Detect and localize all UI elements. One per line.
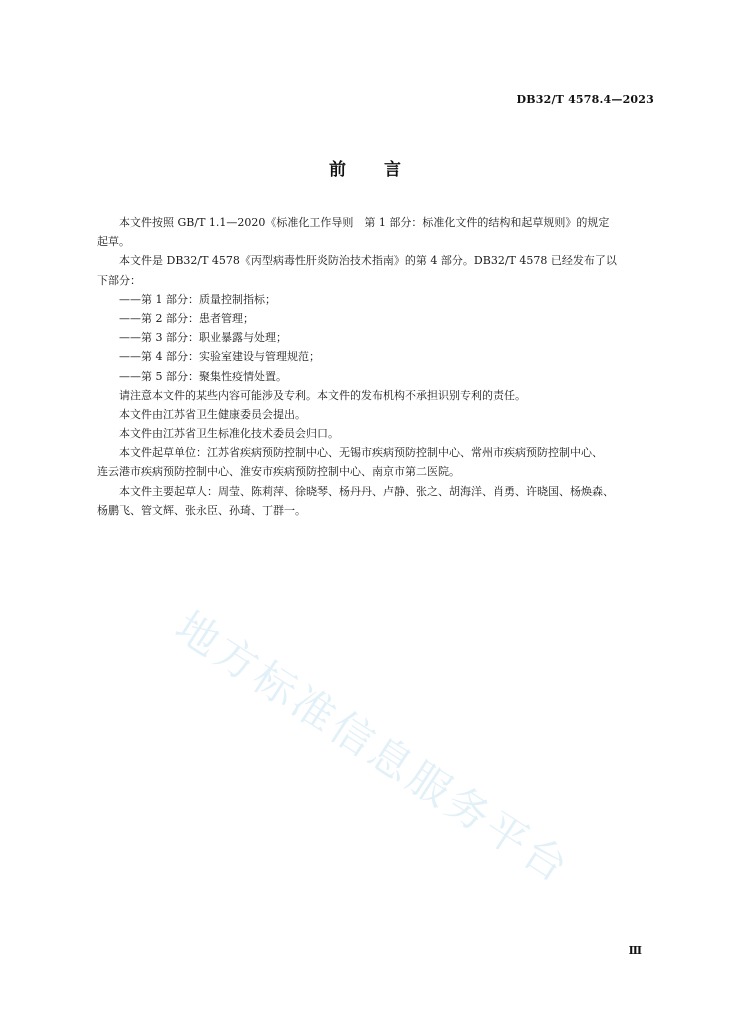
drafting-units-line-1: 本文件起草单位：江苏省疾病预防控制中心、无锡市疾病预防控制中心、常州市疾病预防控制中心、: [119, 446, 603, 460]
drafters-line-2: 杨鹏飞、管文辉、张永臣、孙琦、丁群一。: [97, 503, 306, 517]
drafting-units-line-2: 连云港市疾病预防控制中心、淮安市疾病预防控制中心、南京市第二医院。: [97, 465, 460, 479]
paragraph-2-line-1: 本文件是 DB32/T 4578《丙型病毒性肝炎防治技术指南》的第 4 部分。DB32/T 4578 已经发布了以: [119, 254, 617, 268]
list-item: ——第 4 部分：实验室建设与管理规范；: [119, 350, 320, 364]
paragraph-2-line-2: 下部分：: [97, 273, 141, 287]
list-item: ——第 2 部分：患者管理；: [119, 311, 254, 325]
watermark: 地方标准信息服务平台: [166, 601, 580, 894]
page-number: Ⅲ: [628, 944, 642, 957]
list-item: ——第 3 部分：职业暴露与处理；: [119, 331, 287, 345]
document-code: DB32/T 4578.4—2023: [516, 93, 654, 106]
list-item: ——第 5 部分：聚集性疫情处置。: [119, 369, 287, 383]
patent-notice: 请注意本文件的某些内容可能涉及专利。本文件的发布机构不承担识别专利的责任。: [119, 388, 526, 402]
body-text: [97, 213, 657, 520]
paragraph-1-line-1: 本文件按照 GB/T 1.1—2020《标准化工作导则 第 1 部分：标准化文件的结构和起草规则》的规定: [119, 216, 610, 229]
proposer-statement: 本文件由江苏省卫生健康委员会提出。: [119, 407, 306, 421]
list-item: ——第 1 部分：质量控制指标；: [119, 292, 276, 306]
paragraph-1-line-2: 起草。: [97, 235, 130, 249]
drafters-line-1: 本文件主要起草人：周莹、陈莉萍、徐晓琴、杨丹丹、卢静、张之、胡海洋、肖勇、许晓国、杨焕森、: [119, 484, 614, 498]
committee-statement: 本文件由江苏省卫生标准化技术委员会归口。: [119, 427, 339, 441]
page-title: 前言: [329, 160, 439, 180]
